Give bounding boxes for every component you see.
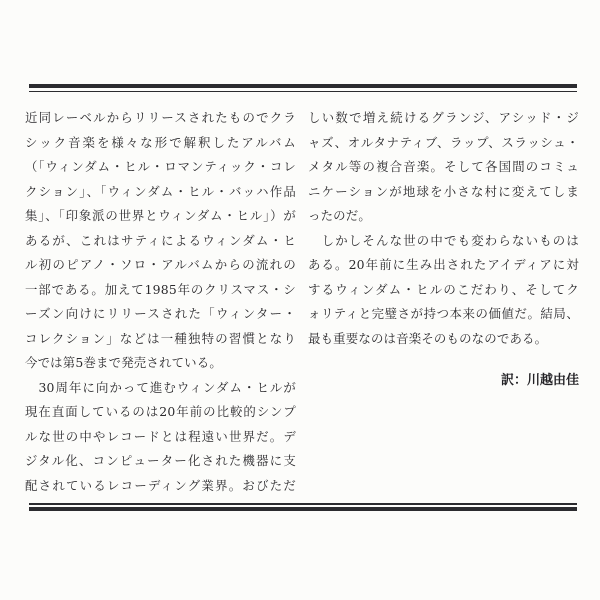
top-rule-thin-bar	[29, 91, 577, 93]
text-line: 近同レーベルからリリースされたものでクラ	[25, 110, 296, 125]
text-line: ォリティと完璧さが持つ本来の価値だ。結局、	[308, 306, 579, 321]
text-line: ジタル化、コンピューター化された機器に支	[25, 453, 296, 468]
text-line: 現在直面しているのは20年前の比較的シンプ	[25, 404, 296, 419]
text-line: するウィンダム・ヒルのこだわり、そしてク	[308, 281, 579, 297]
text-line: （「ウィンダム・ヒル・ロマンティック・コレ	[25, 159, 296, 174]
text-line: ル初のピアノ・ソロ・アルバムからの流れの	[25, 257, 296, 272]
text-line: あるが、これはサティによるウィンダム・ヒ	[25, 232, 296, 248]
text-columns	[25, 106, 579, 498]
text-line: 配されているレコーディング業界。おびただ	[25, 477, 296, 493]
text-line: 集」、「印象派の世界とウィンダム・ヒル」）が	[25, 208, 296, 223]
text-line: コレクション」などは一種独特の習慣となり	[25, 330, 296, 346]
text-line: しい数で増え続けるグランジ、アシッド・ジ	[308, 110, 579, 125]
text-line: ャズ、オルタナティブ、ラップ、スラッシュ・	[308, 134, 579, 150]
translator-credit: 訳：川越由佳	[500, 373, 579, 388]
right-column-lines	[308, 106, 579, 351]
text-line: ニケーションが地球を小さな村に変えてしま	[308, 183, 579, 199]
text-line: ルな世の中やレコードとは程遠い世界だ。デ	[25, 428, 296, 444]
text-line: しかしそんな世の中でも変わらないものは	[308, 232, 579, 248]
text-line: 今では第5巻まで発売されている。	[25, 355, 222, 370]
top-double-rule	[29, 84, 577, 92]
text-line: ったのだ。	[308, 208, 371, 223]
text-line: クション」、「ウィンダム・ヒル・バッハ作品	[25, 183, 296, 199]
bottom-rule-thick-bar	[29, 507, 577, 511]
right-text-column	[308, 106, 579, 498]
text-line: メタル等の複合音楽。そして各国間のコミュ	[308, 159, 579, 174]
bottom-double-rule	[29, 503, 577, 511]
text-line: ーズン向けにリリースされた「ウィンター・	[25, 306, 296, 321]
text-line: ある。20年前に生み出されたアイディアに対	[308, 257, 579, 272]
text-line: 30周年に向かって進むウィンダム・ヒルが	[25, 379, 296, 395]
text-line: 最も重要なのは音楽そのものなのである。	[308, 330, 548, 346]
text-line: 一部である。加えて1985年のクリスマス・シ	[25, 281, 296, 297]
text-line: シック音楽を様々な形で解釈したアルバム	[25, 134, 296, 150]
left-text-column	[25, 106, 296, 498]
